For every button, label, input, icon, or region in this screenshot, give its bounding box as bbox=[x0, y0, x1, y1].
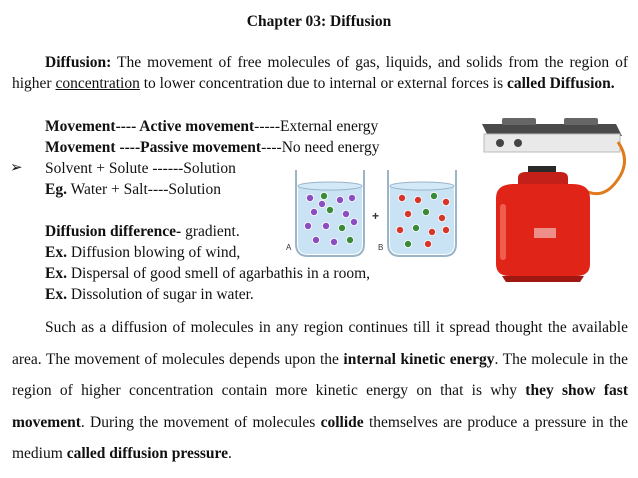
label-a: A bbox=[286, 243, 292, 252]
concentration-term: concentration bbox=[55, 75, 140, 92]
molecule bbox=[322, 222, 329, 229]
definition-term: Diffusion: bbox=[45, 54, 112, 71]
molecule bbox=[422, 208, 429, 215]
molecule bbox=[330, 238, 337, 245]
molecule bbox=[414, 196, 421, 203]
diffusion-explanation: Such as a diffusion of molecules in any region continues till it spread thought the available area. The movement of molecules depends upon the internal kinetic energy. The molecule in the region of higher concentration contain more kinetic energy on that is why they show fast movement. During the movement of molecules collide themselves are produce a pressure in the medium called diffusion pressure. bbox=[12, 319, 629, 462]
example-line: Ex. Diffusion blowing of wind, bbox=[45, 244, 241, 261]
diffusion-beakers-figure bbox=[282, 160, 482, 264]
beaker-b bbox=[388, 170, 456, 256]
diffusion-definition: Diffusion: The movement of free molecules of gas, liquids, and solids from the region of higher concentration to lower concentration due to internal or external forces is called Diffusion. bbox=[12, 54, 628, 92]
molecule bbox=[442, 198, 449, 205]
molecule bbox=[312, 236, 319, 243]
molecule bbox=[428, 228, 435, 235]
molecule bbox=[412, 224, 419, 231]
molecule bbox=[404, 210, 411, 217]
bullet-arrow-icon: ➢ bbox=[10, 160, 23, 176]
example-water-line: Eg. Water + Salt----Solution bbox=[45, 181, 221, 198]
chapter-title: Chapter 03: Diffusion bbox=[246, 13, 392, 30]
molecule bbox=[424, 240, 431, 247]
molecule bbox=[318, 200, 325, 207]
molecule bbox=[350, 218, 357, 225]
molecule bbox=[348, 194, 355, 201]
molecule bbox=[336, 196, 343, 203]
molecule bbox=[342, 210, 349, 217]
molecule bbox=[430, 192, 437, 199]
molecule bbox=[304, 222, 311, 229]
molecule bbox=[398, 194, 405, 201]
label-b: B bbox=[378, 243, 384, 252]
molecule bbox=[396, 226, 403, 233]
molecule bbox=[310, 208, 317, 215]
molecule bbox=[438, 214, 445, 221]
example-line: Ex. Dispersal of good smell of agarbathis in a room, bbox=[45, 265, 371, 282]
molecule bbox=[320, 192, 327, 199]
gas-stove bbox=[482, 118, 622, 152]
gas-cylinder-icon bbox=[496, 166, 590, 282]
example-line: Ex. Dissolution of sugar in water. bbox=[45, 286, 254, 303]
molecule bbox=[346, 236, 353, 243]
plus-sign: + bbox=[372, 209, 380, 223]
molecule bbox=[338, 224, 345, 231]
molecule bbox=[326, 206, 333, 213]
passive-movement-line: Movement ----Passive movement----No need energy bbox=[45, 139, 380, 156]
molecule bbox=[404, 240, 411, 247]
molecule bbox=[306, 194, 313, 201]
gas-cylinder-figure bbox=[476, 112, 630, 284]
diffusion-difference-line: Diffusion difference- gradient. bbox=[45, 223, 240, 240]
active-movement-line: Movement---- Active movement-----External energy bbox=[45, 118, 379, 135]
beaker-a bbox=[296, 170, 364, 256]
solvent-line: Solvent + Solute ------Solution bbox=[45, 160, 236, 177]
molecule bbox=[442, 226, 449, 233]
